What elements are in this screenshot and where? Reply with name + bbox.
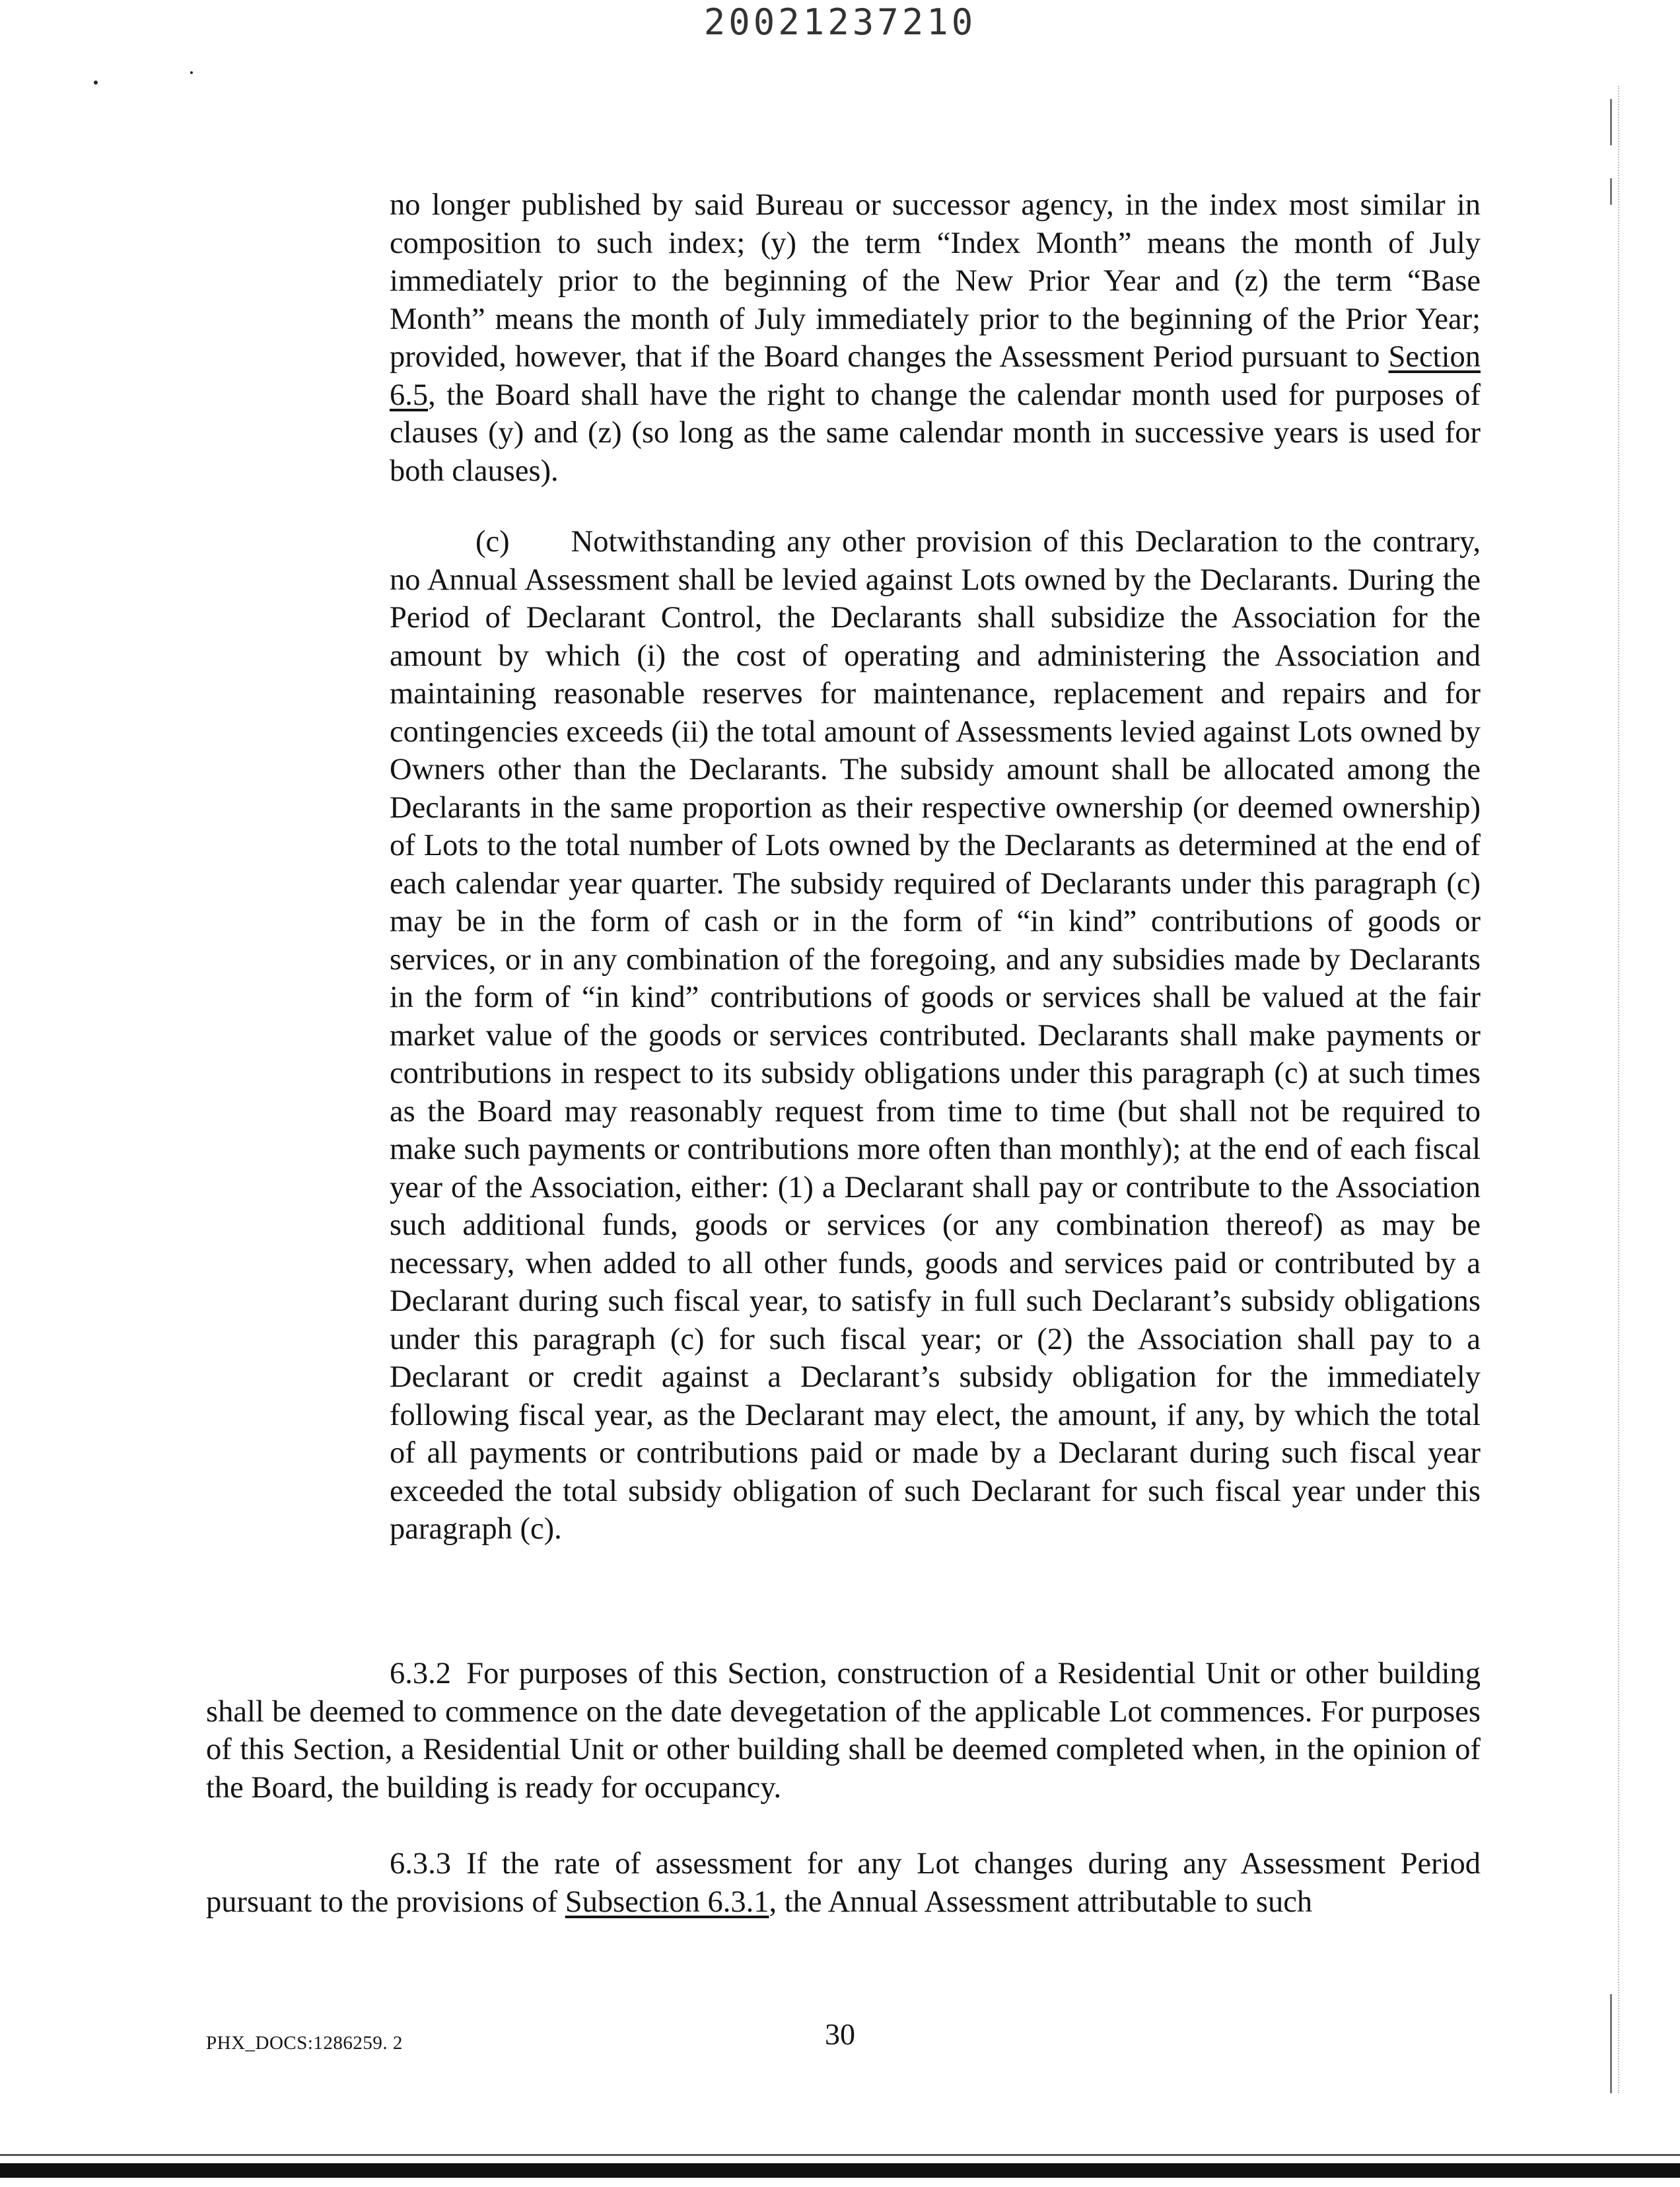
paragraph-text: no longer published by said Bureau or successor agency, in the index most similar in composition to such index; (y) the term “Index Month” means the month of July immediately prior to the beginning of the New Prior Year and (z) the term “Base Month” means the month of July immediately prior to the beginning of the Prior Year; provided, however, that if the Board changes the Assessment Period pursuant to (390, 188, 1481, 374)
scan-speck (190, 71, 193, 74)
document-number: 20021237210 (703, 1, 977, 43)
scan-edge-mark (1610, 99, 1612, 145)
scan-bottom-line (0, 2154, 1680, 2156)
paragraph-6-3-3 (206, 1845, 1481, 1921)
paragraph-6-3-2: 6.3.2 For purposes of this Section, construction of a Residential Unit or other building shall be deemed to commence on the date devegetation of the applicable Lot commences. For purposes of this Section, a Residential Unit or other building shall be deemed completed when, in the opinion of the Board, the building is ready for occupancy. (206, 1657, 1481, 1805)
paragraph-text: 6.3.3 If the rate of assessment for any Lot changes during any Assessment Period pursuant to the provisions of (206, 1847, 1481, 1919)
paragraph-index-definitions (390, 186, 1481, 490)
footer-document-id: PHX_DOCS:1286259. 2 (206, 2032, 403, 2054)
subsection-reference-link: Subsection 6.3.1 (565, 1885, 769, 1919)
page-number: 30 (825, 2017, 855, 2051)
scan-bottom-bar (0, 2163, 1680, 2178)
scan-speck (94, 81, 98, 85)
paragraph-text-tail: , the Board shall have the right to change the calendar month used for purposes of clauses (y) and (z) (so long as the same calendar month in successive years is used for both clauses). (390, 378, 1481, 488)
section-reference-link: Section 6.5 (390, 340, 1481, 412)
paragraph-text-tail: , the Annual Assessment attributable to such (769, 1885, 1313, 1919)
paragraph-c-declarant-subsidy: (c) Notwithstanding any other provision of this Declaration to the contrary, no Annual Assessment shall be levied against Lots owned by the Declarants. During the Period of Declarant Control, the Declarants shall subsidize the Association for the amount by which (i) the cost of operating and administering the Association and maintaining reasonable reserves for maintenance, replacement and repairs and for contingencies exceeds (ii) the total amount of Assessments levied against Lots owned by Owners other than the Declarants. The subsidy amount shall be allocated among the Declarants in the same proportion as their respective ownership (or deemed ownership) of Lots to the total number of Lots owned by the Declarants as determined at the end of each calendar year quarter. The subsidy required of Declarants under this paragraph (c) may be in the form of cash or in the form of “in kind” contributions of goods or services, or in any combination of the foregoing, and any subsidies made by Declarants in the form of “in kind” contributions of goods or services shall be valued at the fair market value of the goods or services contributed. Declarants shall make payments or contributions in respect to its subsidy obligations under this paragraph (c) at such times as the Board may reasonably request from time to time (but shall not be required to make such payments or contributions more often than monthly); at the end of each fiscal year of the Association, either: (1) a Declarant shall pay or contribute to the Association such additional funds, goods or services (or any combination thereof) as may be necessary, when added to all other funds, goods and services paid or contributed by a Declarant during such fiscal year, to satisfy in full such Declarant’s subsidy obligations under this paragraph (c) for such fiscal year; or (2) the Association shall pay to a Declarant or credit against a Declarant’s subsidy obligation for the immediately following fiscal year, as the Declarant may elect, the amount, if any, by which the total of all payments or contributions paid or made by a Declarant during such fiscal year exceeded the total subsidy obligation of such Declarant for such fiscal year under this paragraph (c). (390, 525, 1481, 1546)
scan-edge-mark (1610, 178, 1612, 205)
scan-edge-line (1618, 86, 1619, 2093)
